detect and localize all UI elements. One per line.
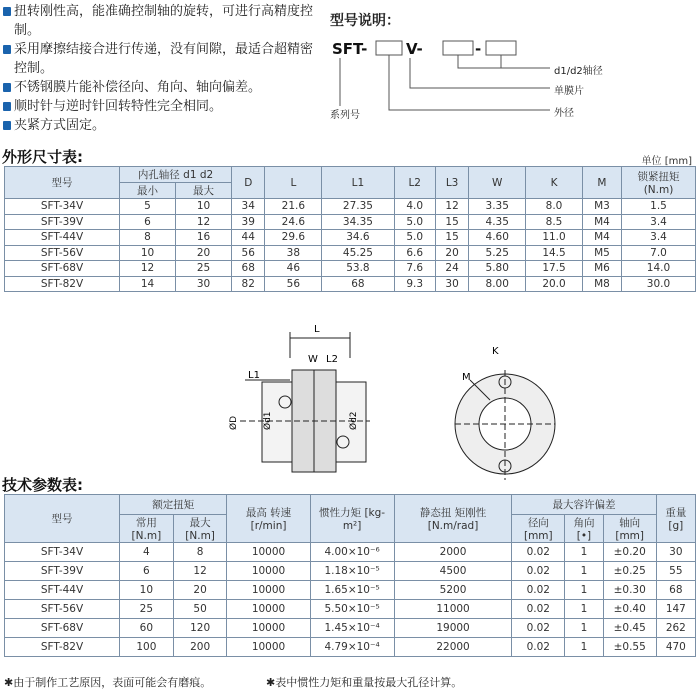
table-cell: 5200 xyxy=(394,581,512,600)
table-cell: 1 xyxy=(565,562,604,581)
col-bore-max: 最大 xyxy=(176,183,232,199)
table-cell: 0.02 xyxy=(512,619,565,638)
label-series: 系列号 xyxy=(330,110,360,121)
table-cell: 38 xyxy=(265,245,322,261)
table-row xyxy=(5,245,696,261)
col-speed: 最高 转速 [r/min] xyxy=(227,495,310,543)
table-cell: SFT-82V xyxy=(5,638,120,657)
table-cell: 22000 xyxy=(394,638,512,657)
col-axial: 轴向 [mm] xyxy=(603,515,656,543)
table-cell: 470 xyxy=(656,638,695,657)
table-cell: 53.8 xyxy=(322,261,394,277)
dim-label-W: W xyxy=(308,354,318,365)
dim-label-d2: Ød2 xyxy=(349,411,359,430)
table-cell: 8 xyxy=(120,230,176,246)
table-cell: 20.0 xyxy=(526,276,583,292)
feature-list xyxy=(2,2,322,135)
col-torque: 锁紧扭矩 (N.m) xyxy=(622,167,696,199)
table-cell: 8.5 xyxy=(526,214,583,230)
dim-label-D: ØD xyxy=(229,415,239,430)
table-cell: 56 xyxy=(265,276,322,292)
table-cell: 10000 xyxy=(227,619,310,638)
feature-item: 扭转刚性高，能准确控制轴的旋转，可进行高精度控制。 xyxy=(2,2,322,40)
dimensions-table xyxy=(4,166,696,292)
table-cell: M8 xyxy=(582,276,621,292)
dim-label-L1: L1 xyxy=(248,370,260,381)
table-cell: M6 xyxy=(582,261,621,277)
table-cell: SFT-44V xyxy=(5,230,120,246)
col-L3: L3 xyxy=(435,167,468,199)
table-cell: 1.65×10⁻⁵ xyxy=(310,581,394,600)
table-cell: 12 xyxy=(176,214,232,230)
col-normal: 常用 [N.m] xyxy=(120,515,174,543)
table-cell: 2000 xyxy=(394,543,512,562)
table-cell: 4.35 xyxy=(469,214,526,230)
feature-item: 不锈钢膜片能补偿径向、角向、轴向偏差。 xyxy=(2,78,322,97)
col-angular: 角向 [•] xyxy=(565,515,604,543)
dim-label-L2: L2 xyxy=(326,354,338,365)
col-L: L xyxy=(265,167,322,199)
table-cell: 3.35 xyxy=(469,199,526,215)
table-cell: SFT-34V xyxy=(5,543,120,562)
col-D: D xyxy=(232,167,265,199)
table-cell: 0.02 xyxy=(512,581,565,600)
table-cell: 0.02 xyxy=(512,562,565,581)
dim-label-L: L xyxy=(314,324,320,335)
model-prefix: SFT- xyxy=(332,40,368,58)
table-cell: 10000 xyxy=(227,600,310,619)
table-cell: M5 xyxy=(582,245,621,261)
table-cell: 24.6 xyxy=(265,214,322,230)
table-cell: 10 xyxy=(120,581,174,600)
tech-body xyxy=(5,543,696,657)
table-cell: SFT-34V xyxy=(5,199,120,215)
table-cell: 44 xyxy=(232,230,265,246)
table-cell: 4.60 xyxy=(469,230,526,246)
table-cell: SFT-56V xyxy=(5,600,120,619)
col-bore: 内孔轴径 d1 d2 xyxy=(120,167,232,183)
col-L1: L1 xyxy=(322,167,394,199)
table-cell: 8.0 xyxy=(526,199,583,215)
table-cell: ±0.40 xyxy=(603,600,656,619)
table-cell: 10 xyxy=(176,199,232,215)
table-cell: 34.35 xyxy=(322,214,394,230)
table-cell: SFT-39V xyxy=(5,562,120,581)
model-dash: - xyxy=(475,40,482,58)
col-stiff: 静态扭 矩刚性 [N.m/rad] xyxy=(394,495,512,543)
table-cell: 5.25 xyxy=(469,245,526,261)
table-cell: 5.80 xyxy=(469,261,526,277)
dim-label-K: K xyxy=(492,346,499,357)
table-cell: 39 xyxy=(232,214,265,230)
table-row xyxy=(5,261,696,277)
table-cell: 27.35 xyxy=(322,199,394,215)
table-cell: 1 xyxy=(565,638,604,657)
table-cell: 56 xyxy=(232,245,265,261)
table-cell: 1.45×10⁻⁴ xyxy=(310,619,394,638)
table-row xyxy=(5,199,696,215)
table-cell: 34 xyxy=(232,199,265,215)
table-cell: ±0.45 xyxy=(603,619,656,638)
table-cell: 12 xyxy=(120,261,176,277)
table-cell: 8.00 xyxy=(469,276,526,292)
table-cell: 4500 xyxy=(394,562,512,581)
table-cell: 10000 xyxy=(227,581,310,600)
col-K: K xyxy=(526,167,583,199)
table-cell: 4 xyxy=(120,543,174,562)
table-cell: ±0.20 xyxy=(603,543,656,562)
table-row xyxy=(5,276,696,292)
table-cell: 1 xyxy=(565,619,604,638)
table-cell: 17.5 xyxy=(526,261,583,277)
table-cell: 30 xyxy=(435,276,468,292)
table-row xyxy=(5,600,696,619)
table-cell: 147 xyxy=(656,600,695,619)
table-cell: SFT-56V xyxy=(5,245,120,261)
table-cell: 10 xyxy=(120,245,176,261)
table-cell: 55 xyxy=(656,562,695,581)
table-cell: 6 xyxy=(120,562,174,581)
table-cell: 12 xyxy=(435,199,468,215)
label-bore: d1/d2轴径 xyxy=(554,66,603,77)
table-cell: 262 xyxy=(656,619,695,638)
table-cell: 11000 xyxy=(394,600,512,619)
table-cell: 45.25 xyxy=(322,245,394,261)
table-cell: 6.6 xyxy=(394,245,435,261)
table-row xyxy=(5,543,696,562)
col-model: 型号 xyxy=(5,167,120,199)
table-cell: 29.6 xyxy=(265,230,322,246)
table-cell: 30 xyxy=(656,543,695,562)
coupling-drawing xyxy=(0,320,700,480)
table-cell: M3 xyxy=(582,199,621,215)
table-cell: 68 xyxy=(322,276,394,292)
table-cell: ±0.30 xyxy=(603,581,656,600)
table-cell: SFT-44V xyxy=(5,581,120,600)
table-cell: 12 xyxy=(173,562,227,581)
table-cell: 4.79×10⁻⁴ xyxy=(310,638,394,657)
note-2: ✱表中惯性力矩和重量按最大孔径计算。 xyxy=(266,676,463,689)
table-cell: 30 xyxy=(176,276,232,292)
table-cell: 11.0 xyxy=(526,230,583,246)
table-cell: 21.6 xyxy=(265,199,322,215)
col-rated: 额定扭矩 xyxy=(120,495,227,515)
table-cell: M4 xyxy=(582,214,621,230)
table-cell: 0.02 xyxy=(512,638,565,657)
table-cell: ±0.55 xyxy=(603,638,656,657)
table-cell: 1.5 xyxy=(622,199,696,215)
tech-title: 技术参数表: xyxy=(2,476,83,494)
table-cell: 8 xyxy=(173,543,227,562)
table-cell: 3.4 xyxy=(622,214,696,230)
table-cell: 82 xyxy=(232,276,265,292)
table-cell: 1 xyxy=(565,600,604,619)
table-cell: 34.6 xyxy=(322,230,394,246)
table-cell: 19000 xyxy=(394,619,512,638)
label-outer-dia: 外径 xyxy=(554,108,574,119)
table-cell: 5.0 xyxy=(394,230,435,246)
table-row xyxy=(5,230,696,246)
table-row xyxy=(5,638,696,657)
table-cell: 14.0 xyxy=(622,261,696,277)
table-cell: 4.0 xyxy=(394,199,435,215)
col-W: W xyxy=(469,167,526,199)
tech-table xyxy=(4,494,696,657)
table-cell: 1 xyxy=(565,543,604,562)
col-inertia: 惯性力矩 [kg-m²] xyxy=(310,495,394,543)
feature-item: 夹紧方式固定。 xyxy=(2,116,322,135)
table-cell: 200 xyxy=(173,638,227,657)
table-cell: 25 xyxy=(176,261,232,277)
table-cell: 15 xyxy=(435,230,468,246)
note-1: ✱由于制作工艺原因，表面可能会有磨痕。 xyxy=(4,676,212,689)
table-cell: 10000 xyxy=(227,638,310,657)
table-cell: 6 xyxy=(120,214,176,230)
table-cell: 7.6 xyxy=(394,261,435,277)
table-cell: 3.4 xyxy=(622,230,696,246)
table-cell: 68 xyxy=(656,581,695,600)
table-row xyxy=(5,581,696,600)
table-cell: 14 xyxy=(120,276,176,292)
unit-label: 单位 [mm] xyxy=(641,156,692,167)
table-cell: 5.0 xyxy=(394,214,435,230)
table-cell: 20 xyxy=(435,245,468,261)
feature-item: 采用摩擦结接合进行传递，没有间隙，最适合超精密控制。 xyxy=(2,40,322,78)
table-cell: SFT-82V xyxy=(5,276,120,292)
table-cell: 30.0 xyxy=(622,276,696,292)
dims-body xyxy=(5,199,696,292)
col-M: M xyxy=(582,167,621,199)
table-row xyxy=(5,562,696,581)
table-cell: 24 xyxy=(435,261,468,277)
table-cell: 10000 xyxy=(227,562,310,581)
table-cell: SFT-68V xyxy=(5,619,120,638)
table-cell: SFT-39V xyxy=(5,214,120,230)
table-cell: 5 xyxy=(120,199,176,215)
table-cell: 50 xyxy=(173,600,227,619)
col-L2: L2 xyxy=(394,167,435,199)
model-desc-title: 型号说明： xyxy=(330,13,400,29)
table-cell: ±0.25 xyxy=(603,562,656,581)
table-row xyxy=(5,619,696,638)
table-cell: 60 xyxy=(120,619,174,638)
table-cell: 1 xyxy=(565,581,604,600)
label-single-disc: 单膜片 xyxy=(554,86,584,97)
table-cell: 9.3 xyxy=(394,276,435,292)
table-cell: SFT-68V xyxy=(5,261,120,277)
model-designation xyxy=(330,6,630,126)
table-cell: 46 xyxy=(265,261,322,277)
col-max: 最大 [N.m] xyxy=(173,515,227,543)
table-cell: 16 xyxy=(176,230,232,246)
table-cell: M4 xyxy=(582,230,621,246)
col-weight: 重量 [g] xyxy=(656,495,695,543)
table-cell: 68 xyxy=(232,261,265,277)
table-cell: 25 xyxy=(120,600,174,619)
table-cell: 15 xyxy=(435,214,468,230)
table-cell: 14.5 xyxy=(526,245,583,261)
col-dev: 最大容许偏差 xyxy=(512,495,656,515)
table-cell: 100 xyxy=(120,638,174,657)
col-model: 型号 xyxy=(5,495,120,543)
table-cell: 0.02 xyxy=(512,600,565,619)
table-cell: 4.00×10⁻⁶ xyxy=(310,543,394,562)
model-mid: V- xyxy=(406,40,423,58)
table-cell: 10000 xyxy=(227,543,310,562)
dim-label-M: M xyxy=(462,372,471,383)
feature-item: 顺时针与逆时针回转特性完全相同。 xyxy=(2,97,322,116)
table-cell: 120 xyxy=(173,619,227,638)
table-cell: 0.02 xyxy=(512,543,565,562)
table-cell: 20 xyxy=(173,581,227,600)
col-bore-min: 最小 xyxy=(120,183,176,199)
table-cell: 7.0 xyxy=(622,245,696,261)
table-row xyxy=(5,214,696,230)
table-cell: 20 xyxy=(176,245,232,261)
col-radial: 径向 [mm] xyxy=(512,515,565,543)
dim-label-d1: Ød1 xyxy=(263,411,273,430)
table-cell: 1.18×10⁻⁵ xyxy=(310,562,394,581)
table-cell: 5.50×10⁻⁵ xyxy=(310,600,394,619)
dims-title: 外形尺寸表: xyxy=(2,148,83,166)
